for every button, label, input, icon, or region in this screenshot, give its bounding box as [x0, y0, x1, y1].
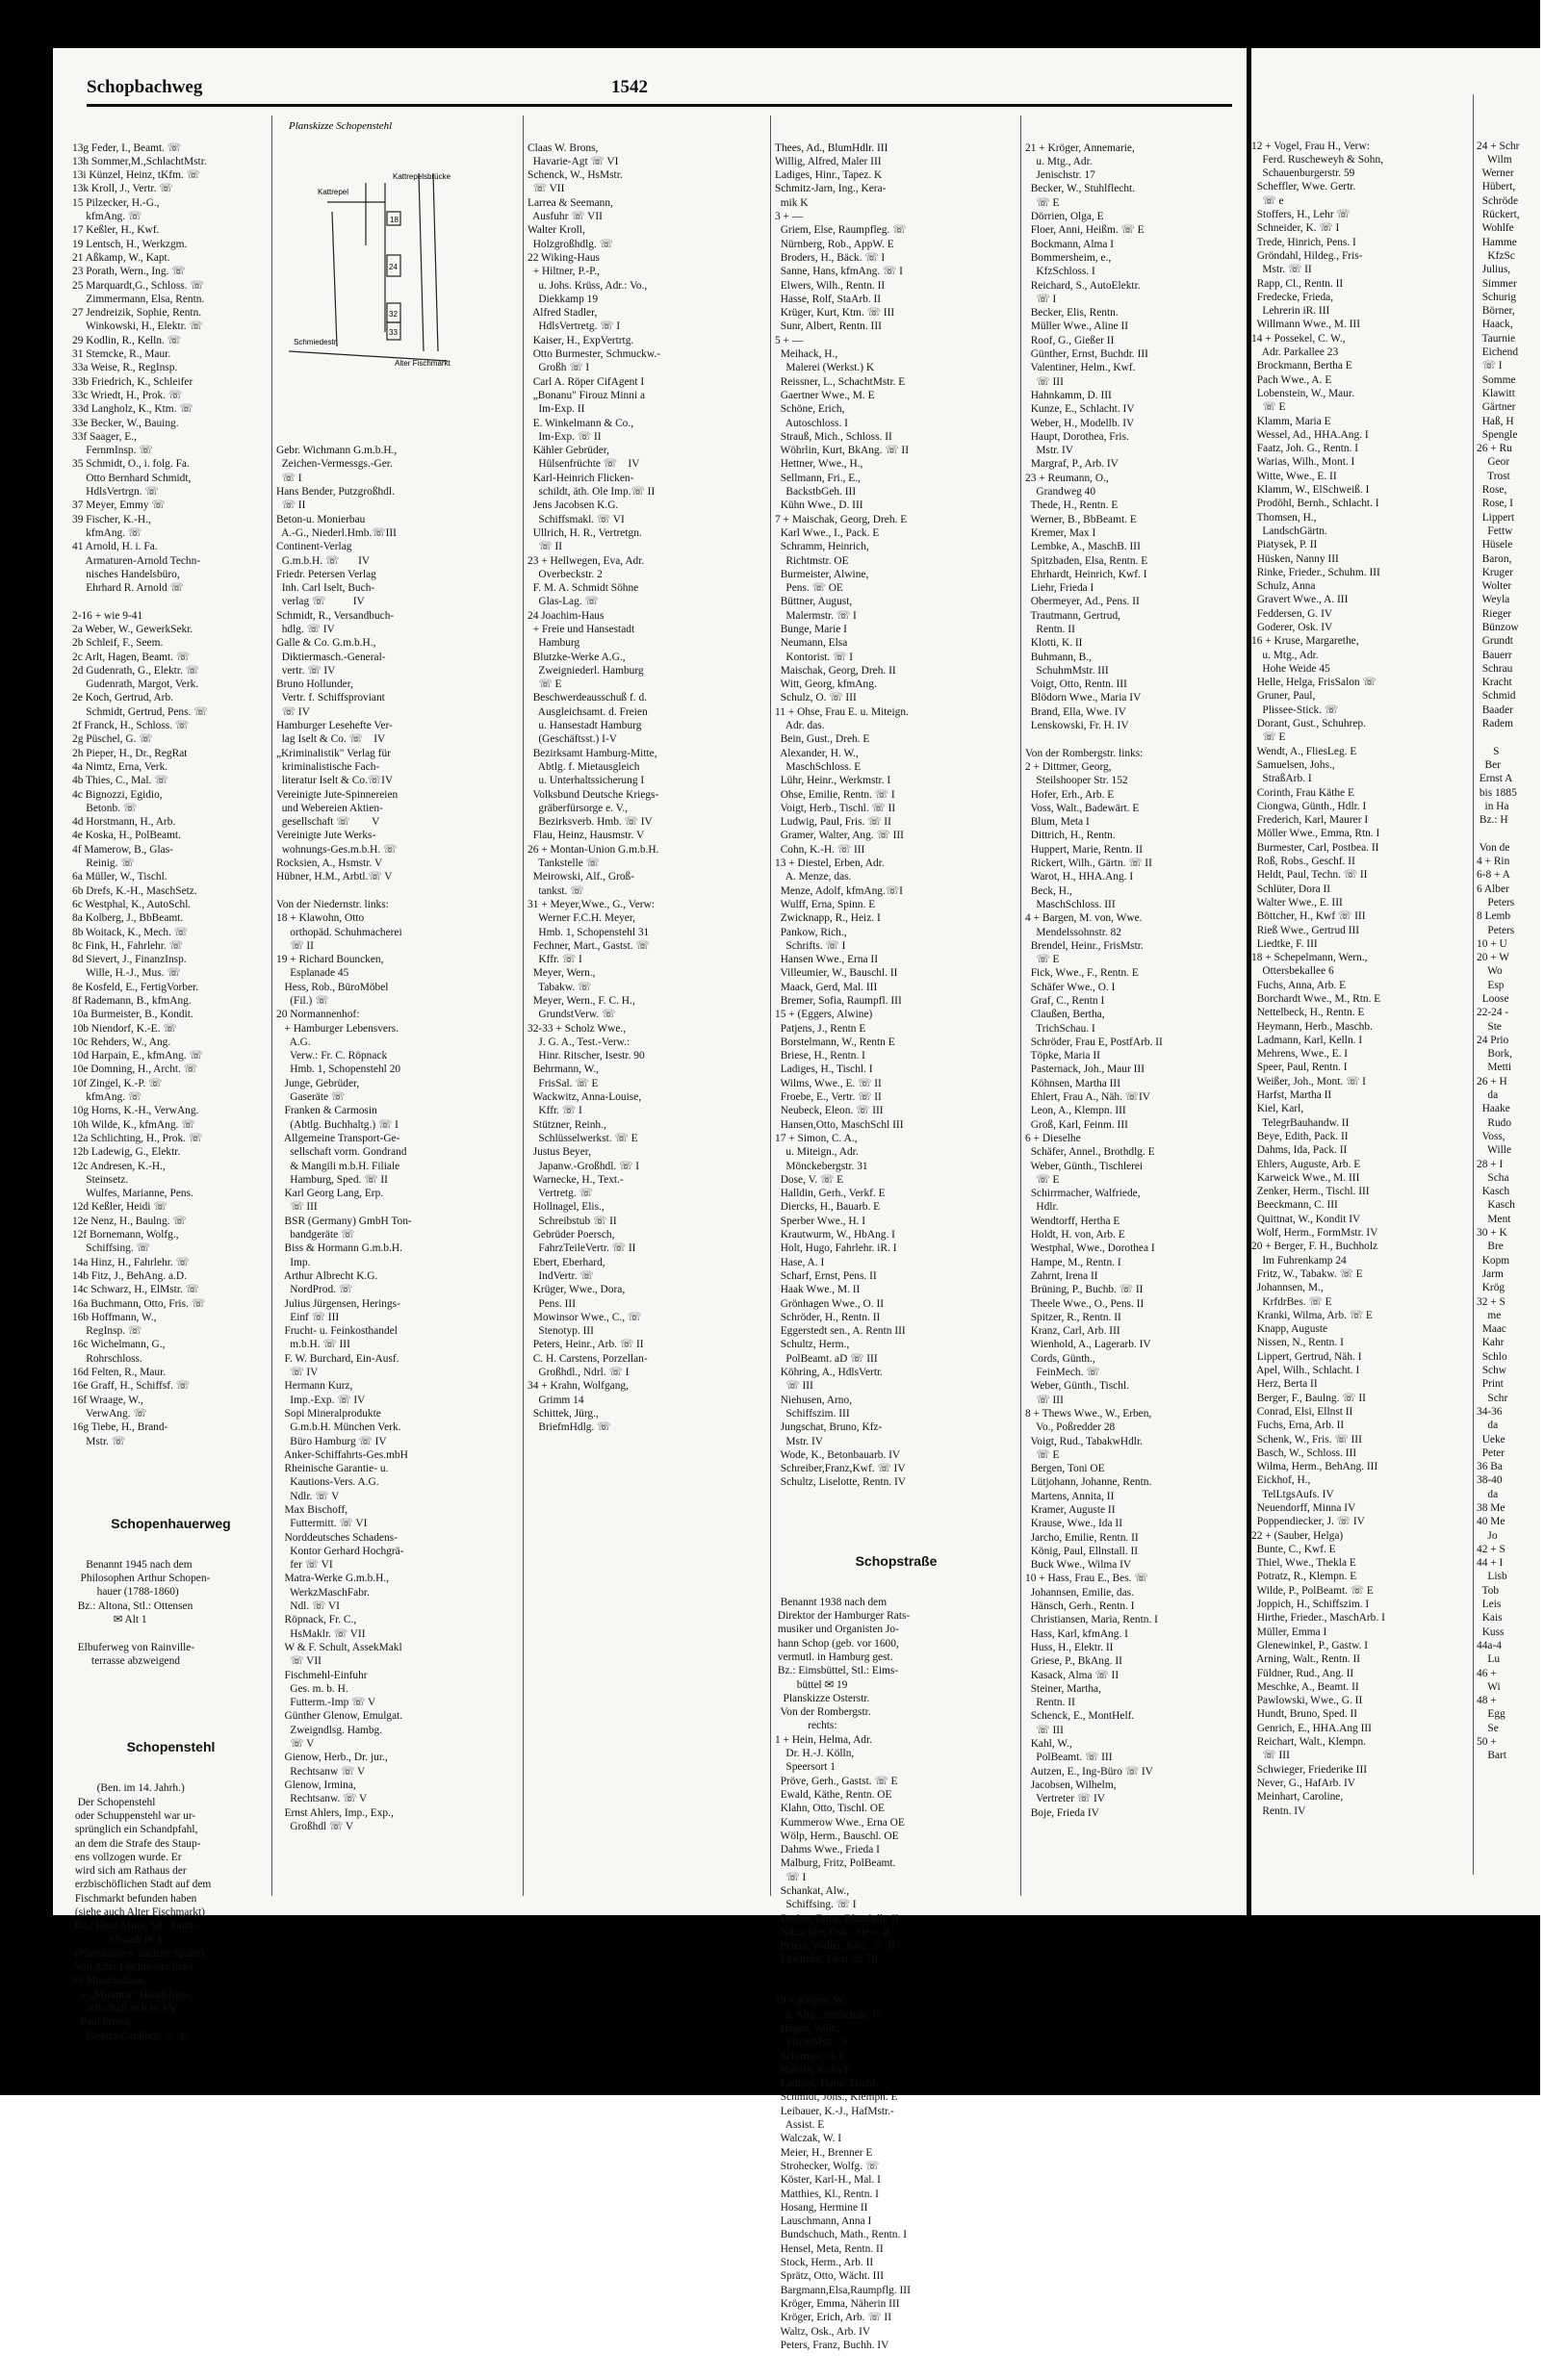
- left-page: [53, 48, 1247, 2351]
- map-label: Kattrepelsbrücke: [393, 172, 451, 181]
- listing-text: Thees, Ad., BlumHdlr. III Willig, Alfred, Maler III Ladiges, Hinr., Tapez. K Schmitz-Jarn, Ing., Kera- mik K 3 + — Griem, Else, Raumpfleg. ☏ Nürnberg, Rob., AppW. E Broders, H., Bäck. ☏ I Sanne, Hans, kfmAng. ☏ I Elwers, Wilh., Rentn. II Hasse, Rolf, StaArb. II Krüger, Kurt, Ktm. ☏ III Sunr, Albert, Rentn. III 5 + — Meihack, H., Malerei (Werkst.) K Reissner, L., SchachtMstr. E Gaertner Wwe., M. E Schöne, Erich, Autoschloss. I Strauß, Mich., Schloss. II Wöhrlin, Kurt, BkAng. ☏ II Hettner, Wwe., H., Sellmann, Fri., E., BackstbGeh. III Kühn Wwe., D. III 7 + Maischak, Georg, Dreh. E Karl Wwe., I., Pack. E Schramm, Heinrich, Richtmstr. OE Burmeister, Alwine, Pens. ☏ OE Büttner, August, Malermstr. ☏ I Bunge, Marie I Neumann, Elsa Kontorist. ☏ I Maischak, Georg, Dreh. II Witt, Georg, kfmAng. Schulz, O. ☏ III 11 + Ohse, Frau E. u. Miteign. Adr. das. Bein, Gust., Dreh. E Alexander, H. W., MaschSchloss. E Lühr, Heinr., Werkmstr. I Ohse, Emilie, Rentn. ☏ I Voigt, Herb., Tischl. ☏ II Ludwig, Paul, Fris. ☏ II Gramer, Walter, Ang. ☏ III Cohn, K.-H. ☏ III 13 + Diestel, Erben, Adr. A. Menze, das. Menze, Adolf, kfmAng.☏I Wulff, Erna, Spinn. E Zwicknapp, R., Heiz. I Pankow, Rich., Schrifts. ☏ I Hansen Wwe., Erna II Villeumier, W., Bauschl. II Maack, Gerd, Mal. III Bremer, Sofia, Raumpfl. III 15 + (Eggers, Alwine) Patjens, J., Rentn E Borstelmann, W., Rentn E Briese, H., Rentn. I Ladiges, H., Tischl. I Wilms, Wwe., E. ☏ II Froebe, E., Vertr. ☏ II Neubeck, Eleon. ☏ III Hansen,Otto, MaschSchl III 17 + Simon, C. A., u. Miteign., Adr. Mönckebergstr. 31 Dose, V. ☏ E Halldin, Gerh., Verkf. E Diercks, H., Bauarb. E Sperber Wwe., H. I Krautwurm, W., HbAng. I Holt, Hugo, Fahrlehr. iR. I Hase, A. I Scharf, Ernst, Pens. II Haak Wwe., M. II Grönhagen Wwe., O. II Schröder, H., Rentn. II Eggerstedt sen., A. Rentn III Schultz, Herm., PolBeamt. aD ☏ III Köhring, A., HdlsVertr. ☏ III Niehusen, Arno, Schiffszim. III Jungschat, Bruno, Kfz- Mstr. IV Wode, K., Betonbauarb. IV Schreiber,Franz,Kwf. ☏ IV Schultz, Liselotte, Rentn. IV: [775, 141, 910, 1489]
- map-label: Schmiedestr.: [294, 338, 339, 346]
- listing-text: Claas W. Brons, Havarie-Agt ☏ VI Schenck, W., HsMstr. ☏ VII Larrea & Seemann, Ausfuhr ☏ VII Walter Kroll, Holzgroßhdlg. ☏ 22 Wiking-Haus + Hiltner, P.-P., u. Johs. Krüss, Adr.: Vo., Diekkamp 19 Alfred Stadler, HdlsVertretg. ☏ I Kaiser, H., ExpVertrtg. Otto Burmester, Schmuckw.- Großh ☏ I Carl A. Röper CifAgent I „Bonanu" Firouz Minni a Im-Exp. II E. Winkelmann & Co., Im-Exp. ☏ II Kähler Gebrüder, Hülsenfrüchte ☏ IV Karl-Heinrich Flicken- schildt, äth. Ole Imp.☏ II Jens Jacobsen K.G. Schiffsmakl. ☏ VI Ullrich, H. R., Vertretgn. ☏ II 23 + Hellwegen, Eva, Adr. Overbeckstr. 2 F. M. A. Schmidt Söhne Glas-Lag. ☏ 24 Joachim-Haus + Freie und Hansestadt Hamburg Blutzke-Werke A.G., Zweigniederl. Hamburg ☏ E Beschwerdeausschuß f. d. Ausgleichsamt. d. Freien u. Hansestadt Hamburg (Geschäftsst.) I-V Bezirksamt Hamburg-Mitte, Abtlg. f. Mietausgleich u. Unterhaltssicherung I Volksbund Deutsche Kriegs- gräberfürsorge e. V., Bezirksverb. Hmb. ☏ IV Flau, Heinz, Hausmstr. V 26 + Montan-Union G.m.b.H. Tankstelle ☏ Meirowski, Alf., Groß- tankst. ☏ 31 + Meyer,Wwe., G., Verw: Werner F.C.H. Meyer, Hmb. 1, Schopenstehl 31 Fechner, Mart., Gastst. ☏ Kffr. ☏ I Meyer, Wern., Tabakw. ☏ Meyer, Wern., F. C. H., GrundstVerw. ☏ 32-33 + Scholz Wwe., J. G. A., Test.-Verw.: Hinr. Ritscher, Isestr. 90 Behrmann, W., FrisSal. ☏ E Wackwitz, Anna-Louise, Kffr. ☏ I Stützner, Reinh., Schlüsselwerkst. ☏ E Justus Beyer, Japanw.-Großhdl. ☏ I Warnecke, H., Text.- Vertretg. ☏ Hollnagel, Elis., Schreibstub ☏ II Gebrüder Poersch, FahrzTeileVertr. ☏ II Ebert, Eberhard, IndVertr. ☏ Krüger, Wwe., Dora, Pens. III Mowinsor Wwe., C., ☏ Stenotyp. III Peters, Heinr., Arb. ☏ II C. H. Carstens, Porzellan- Großhdl., Ndrl. ☏ I 34 + Krahn, Wolfgang, Grimm 14 Schittek, Jürg., BriefmHdlg. ☏: [528, 141, 660, 1434]
- column-6: [1251, 112, 1473, 1845]
- street-description: Benannt 1945 nach dem Philosophen Arthur Schopen- hauer (1788-1860) Bz.: Altona, Stl.: Ottensen ✉ Alt 1 Elbuferweg von Rainville- terrasse abzweigend: [77, 1558, 211, 1667]
- column-4: [775, 114, 1017, 2380]
- column-7: [1477, 112, 1544, 1790]
- column-5: [1025, 114, 1245, 1847]
- street-line: [332, 212, 337, 346]
- column-3: [528, 114, 768, 1462]
- listing-text: Gebr. Wichmann G.m.b.H., Zeichen-Vermessgs.-Ger. ☏ I Hans Bender, Putzgroßhdl. ☏ II Beton-u. Monierbau A.-G., Niederl.Hmb.☏III Continent-Verlag G.m.b.H. ☏ IV Friedr. Petersen Verlag Inh. Carl Iselt, Buch- verlag ☏ IV Schmidt, R., Versandbuch- hdlg. ☏ IV Galle & Co. G.m.b.H., Diktiermasch.-General- vertr. ☏ IV Bruno Hollunder, Vertr. f. Schiffsproviant ☏ IV Hamburger Lesehefte Ver- lag Iselt & Co. ☏ IV „Kriminalistik" Verlag für kriminalistische Fach- literatur Iselt & Co.☏IV Vereinigte Jute-Spinnereien und Webereien Aktien- gesellschaft ☏ V Vereinigte Jute Werks- wohnungs-Ges.m.b.H. ☏ Rocksien, A., Hsmstr. V Hübner, H.M., Arbtl.☏ V Von der Niedernstr. links: 18 + Klawohn, Otto orthopäd. Schuhmacherei ☏ II 19 + Richard Bouncken, Esplanade 45 Hess, Rob., BüroMöbel (Fil.) ☏ 20 Normannenhof: + Hamburger Lebensvers. A.G. Verw.: Fr. C. Röpnack Hmb. 1, Schopenstehl 20 Junge, Gebrüder, Gaseräte ☏ Franken & Carmosin (Abtlg. Buchhaltg.) ☏ I Allgemeine Transport-Ge- sellschaft vorm. Gondrand & Mangili m.b.H. Filiale Hamburg, Sped. ☏ II Karl Georg Lang, Erp. ☏ III BSR (Germany) GmbH Ton- bandgeräte ☏ Biss & Hormann G.m.b.H. Imp. Arthur Albrecht K.G. NordProd. ☏ Julius Jürgensen, Herings- Einf ☏ III Frucht- u. Feinkosthandel m.b.H. ☏ III F. W. Burchard, Ein-Ausf. ☏ IV Hermann Kurz, Imp.-Exp. ☏ IV Sopi Mineralprodukte G.m.b.H. München Verk. Büro Hamburg ☏ IV Anker-Schiffahrts-Ges.mbH Rheinische Garantie- u. Kautions-Vers. A.G. Ndlr. ☏ V Max Bischoff, Futtermitt. ☏ VI Norddeutsches Schadens- Kontor Gerhard Hochgrä- fer ☏ VI Matra-Werke G.m.b.H., WerkzMaschFabr. Ndl. ☏ VI Röpnack, Fr. C., HsMaklr. ☏ VII W & F. Schult, AssekMakl ☏ VII Fischmehl-Einfuhr Ges. m. b. H. Futterm.-Imp ☏ V Günther Glenow, Emulgat. Zweigndlsg. Hambg. ☏ V Gienow, Herb., Dr. jur., Rechtsanw ☏ V Glenow, Irmina, Rechtsanw. ☏ V Ernst Ahlers, Imp., Exp., Großhdl ☏ V: [276, 445, 412, 1832]
- listing-text: 13g Feder, I., Beamt. ☏ 13h Sommer,M.,SchlachtMstr. 13i Künzel, Heinz, tKfm. ☏ 13k Kroll, J., Vertr. ☏ 15 Pilzecker, H.-G., kfmAng. ☏ 17 Keßler, H., Kwf. 19 Lentsch, H., Werkzgm. 21 Aßkamp, W., Kapt. 23 Porath, Wern., Ing. ☏ 25 Marquardt,G., Schloss. ☏ Zimmermann, Elsa, Rentn. 27 Jendreizik, Sophie, Rentn. Winkowski, H., Elektr. ☏ 29 Kodlin, R., Kelln. ☏ 31 Stemcke, R., Maur. 33a Weise, R., RegInsp. 33b Friedrich, K., Schleifer 33c Wriedt, H., Prok. ☏ 33d Langholz, K., Ktm. ☏ 33e Becker, W., Bauing. 33f Saager, E., FernmInsp. ☏ 35 Schmidt, O., i. folg. Fa. Otto Bernhard Schmidt, HdlsVertrgn. ☏ 37 Meyer, Emmy ☏ 39 Fischer, K.-H., kfmAng. ☏ 41 Arnold, H. i. Fa. Armaturen-Arnold Techn- nisches Handelsbüro, Ehrhard R. Arnold ☏ 2-16 + wie 9-41 2a Weber, W., GewerkSekr. 2b Schleif, F., Seem. 2c Arlt, Hagen, Beamt. ☏ 2d Gudenrath, G., Elektr. ☏ Gudenrath, Margot, Verk. 2e Koch, Gertrud, Arb. Schmidt, Gertrud, Pens. ☏ 2f Franck, H., Schloss. ☏ 2g Püschel, G. ☏ 2h Pieper, H., Dr., RegRat 4a Nimtz, Erna, Verk. 4b Thies, C., Mal. ☏ 4c Bignozzi, Egidio, Betonb. ☏ 4d Horstmann, H., Arb. 4e Koska, H., PolBeamt. 4f Mamerow, B., Glas- Reinig. ☏ 6a Müller, W., Tischl. 6b Drefs, K.-H., MaschSetz. 6c Westphal, K., AutoSchl. 8a Kolberg, J., BbBeamt. 8b Woitack, K., Mech. ☏ 8c Fink, H., Fahrlehr. ☏ 8d Sievert, J., FinanzInsp. Wille, H.-J., Mus. ☏ 8e Kosfeld, E., FertigVorber. 8f Rademann, B., kfmAng. 10a Burmeister, B., Kondit. 10b Niendorf, K.-E. ☏ 10c Rehders, W., Ang. 10d Harpain, E., kfmAng. ☏ 10e Domning, H., Archt. ☏ 10f Zingel, K.-P. ☏ kfmAng. ☏ 10g Horns, K.-H., VerwAng. 10h Wilde, K., kfmAng. ☏ 12a Schlichting, H., Prok. ☏ 12b Ladewig, G., Elektr. 12c Andresen, K.-H., Steinsetz. Wulfes, Marianne, Pens. 12d Keßler, Heidi ☏ 12e Nenz, H., Baulng. ☏ 12f Bornemann, Wolfg., Schiffsing. ☏ 14a Hinz, H., Fahrlehr. ☏ 14b Fitz, J., BehAng. a.D. 14c Schwarz, H., ElMstr. ☏ 16a Buchmann, Otto, Fris. ☏ 16b Hoffmann, W., RegInsp. ☏ 16c Wichelmann, G., Rohrschloss. 16d Felten, R., Maur. 16e Graff, H., Schiffsf. ☏ 16f Wraage, W., VerwAng. ☏ 16g Tiebe, H., Brand- Mstr. ☏: [72, 141, 208, 1447]
- map-sketch: [279, 115, 501, 395]
- scan-border-left: [0, 0, 53, 2095]
- street-heading-schopenstehl: Schopenstehl: [126, 1739, 216, 1755]
- listing-text: 21 + Kröger, Annemarie, u. Mtg., Adr. Jenischstr. 17 Becker, W., Stuhlflecht. ☏ E Dörrien, Olga, E Floer, Anni, Heißm. ☏ E Bockmann, Alma I Bommersheim, e., KfzSchloss. I Reichard, S., AutoElektr. ☏ I Becker, Elis, Rentn. Müller Wwe., Aline II Roof, G., Gießer II Günther, Ernst, Buchdr. III Valentiner, Helm., Kwf. ☏ III Hahnkamm, D. III Kunze, E., Schlacht. IV Weber, H., Modellb. IV Haupt, Dorothea, Fris. Mstr. IV Margraf, P., Arb. IV 23 + Reumann, O., Grandweg 40 Thede, H., Rentn. E Werner, B., BbBeamt. E Kremer, Max I Lembke, A., MaschB. III Spitzbaden, Elsa, Rentn. E Ehrhardt, Heinrich, Kwf. I Liehr, Frieda I Obermeyer, Ad., Pens. II Trautmann, Gertrud, Rentn. II Klotti, K. II Buhmann, B., SchuhmMstr. III Voigt, Otto, Rentn. III Blödorn Wwe., Maria IV Brand, Ella, Wwe. IV Lenskowski, Fr. H. IV Von der Rombergstr. links: 2 + Dittmer, Georg, Steilshooper Str. 152 Hofer, Erh., Arb. E Voss, Walt., Badewärt. E Blum, Meta I Dittrich, H., Rentn. Huppert, Marie, Rentn. II Rickert, Wilh., Gärtn. ☏ II Warot, H., HHA.Ang. I Beck, H., MaschSchloss. III 4 + Bargen, M. von, Wwe. Mendelssohnstr. 82 Brendel, Heinr., FrisMstr. ☏ E Fick, Wwe., F., Rentn. E Schäfer Wwe., O. I Graf, C., Rentn I Claußen, Bertha, TrichSchau. I Schröder, Frau E, PostfArb. II Töpke, Maria II Pasternack, Joh., Maur III Köhnsen, Martha III Ehlert, Frau A., Näh. ☏IV Leon, A., Klempn. III Groß, Karl, Feinm. III 6 + Dieselhe Schäfer, Annel., Brothdlg. E Weber, Günth., Tischlerei ☏ E Schirrmacher, Walfriede, Hdlr. Wendtorff, Hertha E Holdt, H. von, Arb. E Westphal, Wwe., Dorothea I Hampe, M., Rentn. I Zahrnt, Irena II Brüning, P., Buchb. ☏ II Theele Wwe., O., Pens. II Spitzer, R., Rentn. II Kranz, Carl, Arb. III Wienhold, A., Lagerarb. IV Cords, Günth., FeinMech. ☏ Weber, Günth., Tischl. ☏ III 8 + Thews Wwe., W., Erben, Vo., Poßredder 28 Voigt, Rud., TabakwHdlr. ☏ E Bergen, Toni OE Lütjohann, Johanne, Rentn. Martens, Annita, II Kramer, Auguste II Krause, Wwe., Ida II Jarcho, Emilie, Rentn. II König, Paul, Ellnstall. II Buck Wwe., Wilma IV 10 + Hass, Frau E., Bes. ☏ Johannsen, Emilie, das. Hänsch, Gerh., Rentn. I Christiansen, Maria, Rentn. I Hass, Karl, kfmAng. I Huss, H., Elektr. II Griese, P., BkAng. II Kasack, Alma ☏ II Steiner, Martha, Rentn. II Schenck, E., MontHelf. ☏ III Kahl, W., PolBeamt. ☏ III Autzen, E., Ing-Büro ☏ IV Jacobsen, Wilhelm, Vertreter ☏ IV Boje, Frieda IV: [1025, 141, 1163, 1819]
- listing-text: 12 + Vogel, Frau H., Verw: Ferd. Ruscheweyh & Sohn, Schauenburgerstr. 59 Scheffler, Wwe. Gertr. ☏ e Stoffers, H., Lehr ☏ Schneider, K. ☏ I Trede, Hinrich, Pens. I Gröndahl, Hildeg., Fris- Mstr. ☏ II Rapp, Cl., Rentn. II Fredecke, Frieda, Lehrerin iR. III Willmann Wwe., M. III 14 + Possekel, C. W., Adr. Parkallee 23 Brockmann, Bertha E Pach Wwe., A. E Lobenstein, W., Maur. ☏ E Klamm, Maria E Wessel, Ad., HHA.Ang. I Faatz, Joh. G., Rentn. I Warias, Wilh., Mont. I Witte, Wwe., E. II Klamm, W., ElSchweiß. I Prodöhl, Bernh., Schlacht. I Thomsen, H., LandschGärtn. Piatysek, P. II Hüsken, Nanny III Rinke, Frieder., Schuhm. III Schulz, Anna Gravert Wwe., A. III Feddersen, G. IV Goderer, Osk. IV 16 + Kruse, Margarethe, u. Mtg., Adr. Hohe Weide 45 Helle, Helga, FrisSalon ☏ Gruner, Paul, Plissee-Stick. ☏ Dorant, Gust., Schuhrep. ☏ E Wendt, A., FliesLeg. E Samuelsen, Johs., StraßArb. I Corinth, Frau Käthe E Ciongwa, Günth., Hdlr. I Frederich, Karl, Maurer I Möller Wwe., Emma, Rtn. I Burmester, Carl, Postbea. II Roß, Robs., Geschf. II Heldt, Paul, Techn. ☏ II Schlüter, Dora II Walter Wwe., E. III Böttcher, H., Kwf ☏ III Rieß Wwe., Gertrud III Liedtke, F. III 18 + Schepelmann, Wern., Ottersbekallee 6 Fuchs, Anna, Arb. E Borchardt Wwe., M., Rtn. E Nettelbeck, H., Rentn. E Heymann, Herb., Maschb. Ladmann, Karl, Kelln. I Mehrens, Wwe., E. I Speer, Paul, Rentn. I Weißer, Joh., Mont. ☏ I Harfst, Martha II Kiel, Karl, TelegrBauhandw. II Beye, Edith, Pack. II Dahms, Ida, Pack. II Ehlers, Auguste, Arb. E Karweick Wwe., M. III Zenker, Herm., Tischl. III Beeckmann, C. III Quittnat, W., Kondit IV Wolf, Herm., FormMstr. IV 20 + Berger, F. H., Buchholz Im Fuhrenkamp 24 Fritz, W., Tabakw. ☏ E Johannsen, M., KrfdrBes. ☏ E Kranki, Wilma, Arb. ☏ E Knapp, Auguste Nissen, N., Rentn. I Lippert, Gertrud, Näh. I Apel, Wilh., Schlacht. I Herz, Berta II Berger, F., Baulng. ☏ II Conrad, Elsi, Ellnst II Fuchs, Erna, Arb. II Schenk, W., Fris. ☏ III Basch, W., Schloss. III Wilma, Herm., BehAng. III Eickhof, H., TelLtgsAufs. IV Neuendorff, Minna IV Poppendiecker, J. ☏ IV 22 + (Sauber, Helga) Bunte, C., Kwf. E Thiel, Wwe., Thekla E Potratz, R., Klempn. E Wilde, P., PolBeamt. ☏ E Joppich, H., Schiffszim. I Hirthe, Frieder., MaschArb. I Müller, Emma I Glenewinkel, P., Gastw. I Arning, Walt., Rentn. II Füldner, Rud., Ang. II Meschke, A., Beamt. II Pawlowski, Wwe., G. II Hundt, Bruno, Sped. II Genrich, E., HHA.Ang III Reichart, Walt., Klempn. ☏ III Schwieger, Friederike III Never, G., HafArb. IV Meinhart, Caroline, Rentn. IV: [1251, 140, 1385, 1817]
- street-description: Benannt 1938 nach dem Direktor der Hamburger Rats- musiker und Organisten Jo- hann Schop (geb. vor 1600, vermutl. in Hamburg gest. Bz.: Eimsbüttel, Stl.: Eims- büttel ✉ 19 Planskizze Osterstr. Von der Rombergstr. rechts: 1 + Hein, Helma, Adr. Dr. H.-J. Kölln, Speersort 1 Pröve, Gerh., Gastst. ☏ E Ewald, Käthe, Rentn. OE Klahn, Otto, Tischl. OE Kummerow Wwe., Erna OE Wölp, Herm., Bauschl. OE Dahms Wwe., Frieda I Malburg, Fritz, PolBeamt. ☏ I Schankat, Alw., Schiffsing. ☏ I Dreher, Ernst, Blumhdlr. II Nitzschke, Osk., Stew. II Peters, Walter, Kwf. ☏ II Lewitzke, Lissi ☏ III: [775, 1596, 911, 1966]
- street-line: [433, 173, 438, 351]
- right-page: [1251, 48, 1540, 1915]
- map-label: 24: [389, 263, 398, 271]
- page-number: 1542: [611, 77, 648, 97]
- map-label: 33: [389, 328, 398, 337]
- listing-text: 19 + Kröger, W., u. Mtg., Jenischstr. 17 Hagen, Walt., TischlMstr. ☏ Schirmer, O. E Ruhzin, Erika E Ladiges, Hans, Tischl. Schmidt, Johs., Klempn. E Leibauer, K.-J., HafMstr.- Assist. E Walczak, W. I Meier, H., Brenner E Strohecker, Wolfg. ☏ Köster, Karl-H., Mal. I Matthies, Kl., Rentn. I Hosang, Hermine II Lauschmann, Anna I Bundschuch, Math., Rentn. I Hensel, Meta, Rentn. II Stock, Herm., Arb. II Sprätz, Otto, Wächt. III Bargmann,Elsa,Raumpflg. III Kröger, Emma, Näherin III Kröger, Erich, Arb. ☏ II Waltz, Osk., Arb. IV Peters, Franz, Buchh. IV: [775, 1995, 911, 2351]
- column-divider: [523, 115, 524, 1896]
- listing-text: 24 + Schr Wilm Werner Hübert, Schröde Rückert, Wohlfe Hamme KfzSc Julius, Simmer Schurig Börner, Haack, Taurnie Eichend ☏ I Somme Klawitt Gärtner Haß, H Spengle 26 + Ru Geor Trost Rose, Rose, I Lippert Fettw Hüsele Baron, Kruger Wolter Weyla Rieger Bünzow Grundt Bauerr Schrau Kracht Schmid Baader Radem S Ber Ernst A bis 1885 in Ha Bz.: H Von de 4 + Rin 6-8 + A 6 Alber Peters 8 Lemb Peters 10 + U 20 + W Wo Esp Loose 22-24 - Ste 24 Prio Bork, Metti 26 + H da Haake Rudo Voss, Wille 28 + I Scha Kasch Kasch Ment 30 + K Bre Kopm Jarm Krög 32 + S me Maac Kahr Schlo Schw Print Schr 34-36 da Ueke Peter 36 Ba 38-40 da 38 Me 40 Me Jo 42 + S 44 + I Lisb Tob Leis Kais Kuss 44a-4 Lu 46 + Wi 48 + Egg Se 50 + Bart: [1477, 140, 1520, 1762]
- map-label: Alter Fischmarkt: [395, 359, 450, 368]
- header-rule: [87, 104, 1232, 107]
- street-heading-schopenhauerweg: Schopenhauerweg: [111, 1515, 231, 1531]
- map-label: 32: [389, 310, 398, 319]
- map-title: Planskizze Schopenstehl: [289, 120, 393, 132]
- column-divider: [1020, 115, 1021, 1896]
- map-label: 18: [390, 216, 399, 224]
- column-divider: [770, 115, 771, 1896]
- street-line: [419, 173, 424, 351]
- map-label: Kattrepel: [318, 188, 349, 196]
- scan-border-top: [0, 0, 1540, 48]
- street-description: (Ben. im 14. Jahrh.) Der Schopenstehl oder Schuppenstehl war ur- sprünglich ein Schandpfahl, an dem die Strafe des Staup- ens vollzogen wurde. Er wird sich am Rathaus der erzbischöflichen Stadt auf dem Fischmarkt befunden haben (siehe auch Alter Fischmarkt) Bz.: Hmb-Mitte, Stl.: Hmb- Altstadt ✉ 1 (Planskizze s. nächste Spalte) Von Alter Fischmarkt links: 15 Miramarhaus + „Miramar" Handelsge- sellschaft m.b.H. FV Paul Preiss, Elektro-Großhdl. ☏ E: [72, 1782, 212, 2042]
- column-1: [72, 114, 270, 2071]
- running-head: Schopbachweg: [87, 77, 203, 97]
- column-divider: [1473, 94, 1474, 1875]
- street-heading-schopstrasse: Schopstraße: [855, 1552, 938, 1569]
- column-divider: [271, 115, 272, 1896]
